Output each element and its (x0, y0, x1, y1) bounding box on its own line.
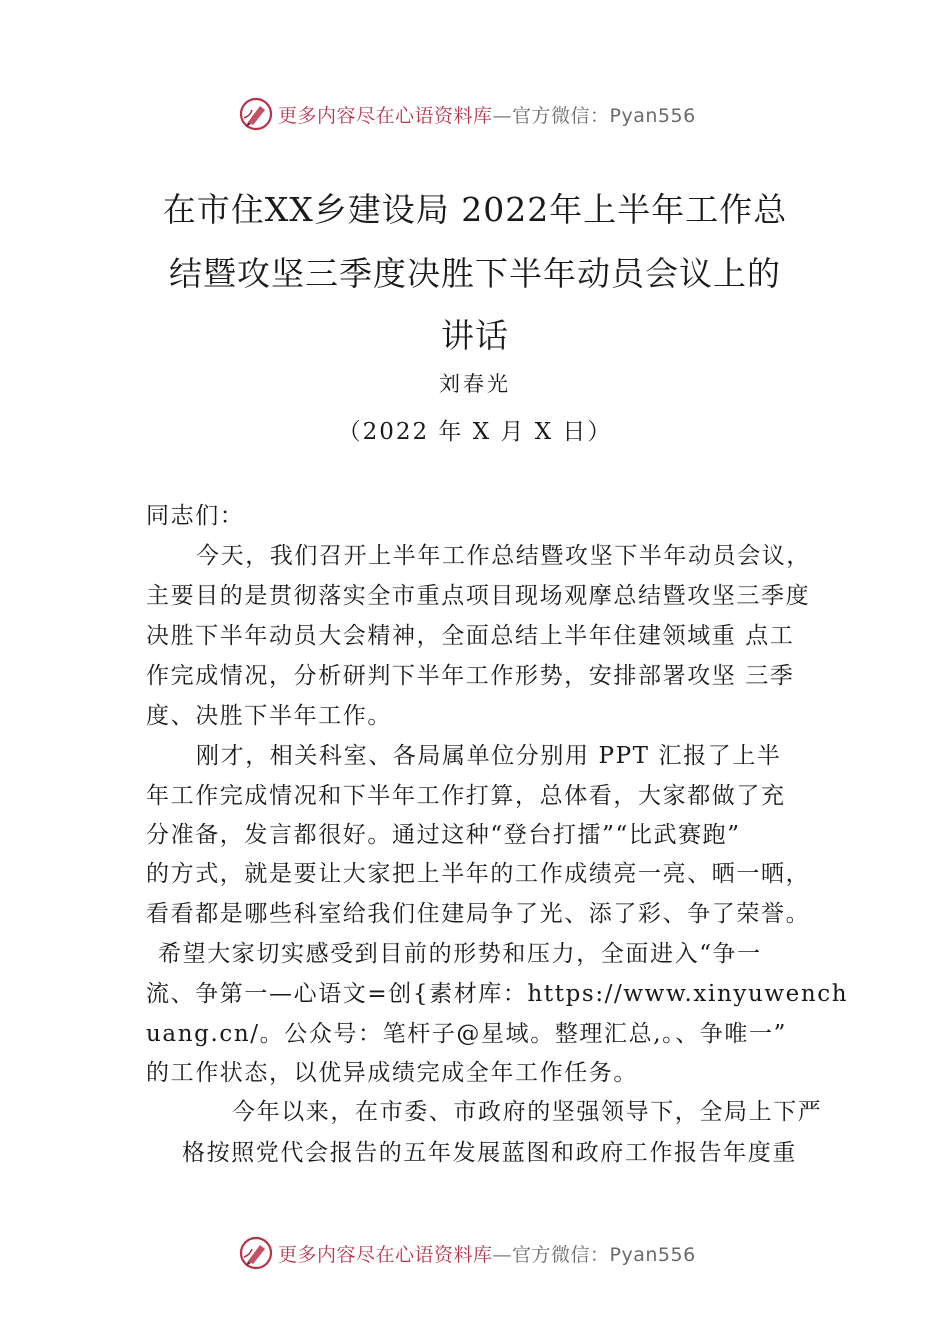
banner-brand: 更多内容尽在心语资料库 (278, 1243, 493, 1266)
body-line: 分准备，发言都很好。通过这种“登台打擂”“比武赛跑” (146, 822, 741, 848)
salutation: 同志们： (146, 503, 245, 529)
body-line: uang.cn/。公众号：笔杆子@星域。整理汇总,。、争唯一” (146, 1021, 787, 1047)
body-line: 的工作状态，以优异成绩完成全年工作任务。 (146, 1060, 638, 1086)
banner-wechat-id: Pyan556 (609, 104, 696, 127)
banner-text (278, 1240, 696, 1267)
header-banner (238, 96, 718, 132)
body-line: 今天，我们召开上半年工作总结暨攻坚下半年动员会议， (196, 543, 811, 569)
body-line: 决胜下半年动员大会精神，全面总结上半年住建领域重 点工 (146, 623, 795, 649)
banner-dash: — (492, 104, 513, 127)
document-title-line-1: 在市住XX乡建设局 2022年上半年工作总 (162, 190, 788, 229)
body-line: 今年以来，在市委、市政府的坚强领导下，全局上下严 (232, 1099, 823, 1125)
body-line: 流、争第一—心语文=创{素材库：https://www.xinyuwench (146, 981, 849, 1007)
pen-nib-icon (238, 96, 274, 132)
body-line: 看看都是哪些科室给我们住建局争了光、添了彩、争了荣誉。 (146, 901, 811, 927)
banner-wechat-label: 官方微信： (512, 1243, 610, 1266)
document-date: （2022 年 X 月 X 日） (337, 419, 613, 445)
banner-wechat-id: Pyan556 (609, 1243, 696, 1266)
pen-nib-icon (238, 1235, 274, 1271)
body-line: 刚才，相关科室、各局属单位分别用 PPT 汇报了上半 (196, 743, 782, 769)
body-line: 年工作完成情况和下半年工作打算，总体看，大家都做了充 (146, 783, 786, 809)
banner-brand: 更多内容尽在心语资料库 (278, 104, 493, 127)
banner-dash: — (492, 1243, 513, 1266)
document-author: 刘春光 (439, 372, 511, 396)
banner-text (278, 101, 696, 128)
document-title-line-3: 讲话 (441, 316, 509, 355)
banner-wechat-label: 官方微信： (512, 104, 610, 127)
body-line: 希望大家切实感受到目前的形势和压力，全面进入“争一 (158, 941, 762, 967)
footer-banner (238, 1235, 718, 1271)
body-line: 作完成情况，分析研判下半年工作形势，安排部署攻坚 三季 (146, 663, 795, 689)
body-line: 格按照党代会报告的五年发展蓝图和政府工作报告年度重 (182, 1140, 797, 1166)
document-title-line-2: 结暨攻坚三季度决胜下半年动员会议上的 (169, 254, 781, 293)
body-line: 度、决胜下半年工作。 (146, 703, 392, 729)
body-line: 的方式，就是要让大家把上半年的工作成绩亮一亮、晒一晒， (146, 861, 811, 887)
body-line: 主要目的是贯彻落实全市重点项目现场观摩总结暨攻坚三季度 (146, 583, 811, 609)
